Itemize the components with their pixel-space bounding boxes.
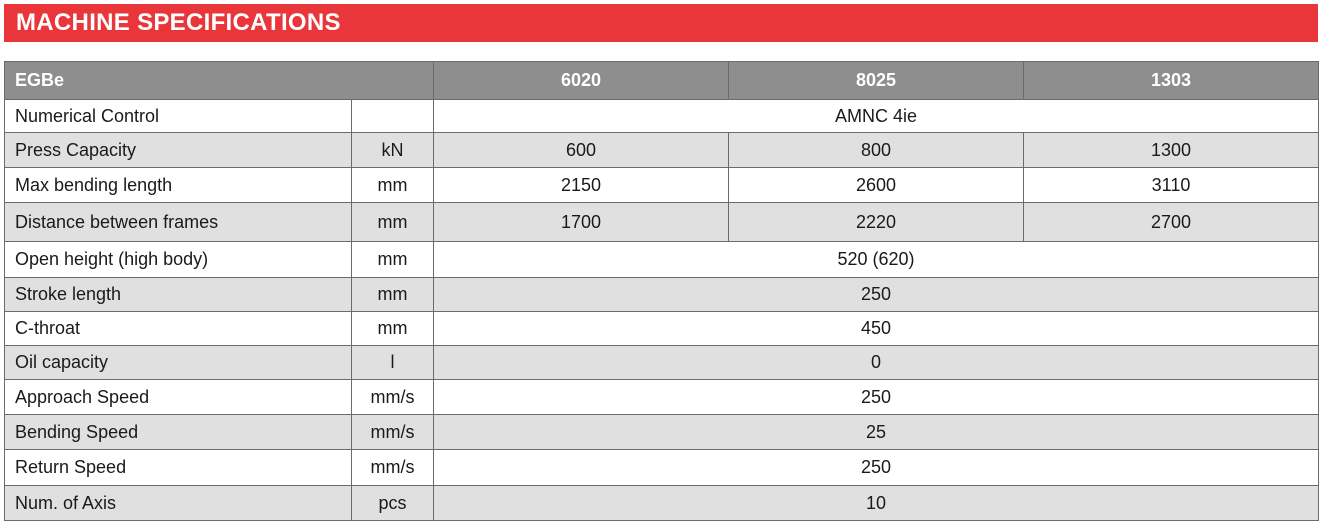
- table-row: [5, 346, 1319, 380]
- model-name-header: EGBe: [5, 62, 434, 100]
- table-row: [5, 312, 1319, 346]
- row-value: 2150: [434, 168, 729, 203]
- row-value: 25: [434, 415, 1319, 450]
- table-header-row: [5, 62, 1319, 100]
- row-label: C-throat: [5, 312, 352, 346]
- column-header-8025: 8025: [729, 62, 1024, 100]
- row-unit: [352, 100, 434, 133]
- table-row: [5, 415, 1319, 450]
- row-label: Open height (high body): [5, 242, 352, 278]
- column-header-6020: 6020: [434, 62, 729, 100]
- table-row: [5, 450, 1319, 486]
- section-title: MACHINE SPECIFICATIONS: [16, 9, 341, 36]
- row-value: 3110: [1024, 168, 1319, 203]
- row-value: 250: [434, 278, 1319, 312]
- row-unit: pcs: [352, 486, 434, 521]
- row-label: Stroke length: [5, 278, 352, 312]
- row-label: Return Speed: [5, 450, 352, 486]
- row-unit: l: [352, 346, 434, 380]
- specifications-table: [4, 61, 1319, 521]
- row-unit: mm/s: [352, 380, 434, 415]
- row-unit: mm: [352, 203, 434, 242]
- row-label: Max bending length: [5, 168, 352, 203]
- row-label: Press Capacity: [5, 133, 352, 168]
- row-value: 800: [729, 133, 1024, 168]
- row-label: Num. of Axis: [5, 486, 352, 521]
- row-value: 250: [434, 450, 1319, 486]
- row-value: 2700: [1024, 203, 1319, 242]
- row-value: 10: [434, 486, 1319, 521]
- row-unit: mm/s: [352, 450, 434, 486]
- row-label: Distance between frames: [5, 203, 352, 242]
- table-row: [5, 133, 1319, 168]
- table-row: [5, 100, 1319, 133]
- table-row: [5, 203, 1319, 242]
- row-value: 600: [434, 133, 729, 168]
- section-banner: [4, 4, 1318, 42]
- row-unit: mm/s: [352, 415, 434, 450]
- row-label: Approach Speed: [5, 380, 352, 415]
- row-value: 1700: [434, 203, 729, 242]
- table-row: [5, 242, 1319, 278]
- row-label: Oil capacity: [5, 346, 352, 380]
- row-unit: mm: [352, 278, 434, 312]
- row-unit: mm: [352, 168, 434, 203]
- row-value: 250: [434, 380, 1319, 415]
- row-unit: mm: [352, 242, 434, 278]
- column-header-1303: 1303: [1024, 62, 1319, 100]
- table-row: [5, 380, 1319, 415]
- row-value: 520 (620): [434, 242, 1319, 278]
- row-value: 450: [434, 312, 1319, 346]
- row-value: 0: [434, 346, 1319, 380]
- row-label: Bending Speed: [5, 415, 352, 450]
- row-unit: kN: [352, 133, 434, 168]
- row-value: 1300: [1024, 133, 1319, 168]
- row-label: Numerical Control: [5, 100, 352, 133]
- row-value: 2220: [729, 203, 1024, 242]
- row-unit: mm: [352, 312, 434, 346]
- row-value: 2600: [729, 168, 1024, 203]
- table-row: [5, 278, 1319, 312]
- row-value: AMNC 4ie: [434, 100, 1319, 133]
- table-row: [5, 486, 1319, 521]
- table-row: [5, 168, 1319, 203]
